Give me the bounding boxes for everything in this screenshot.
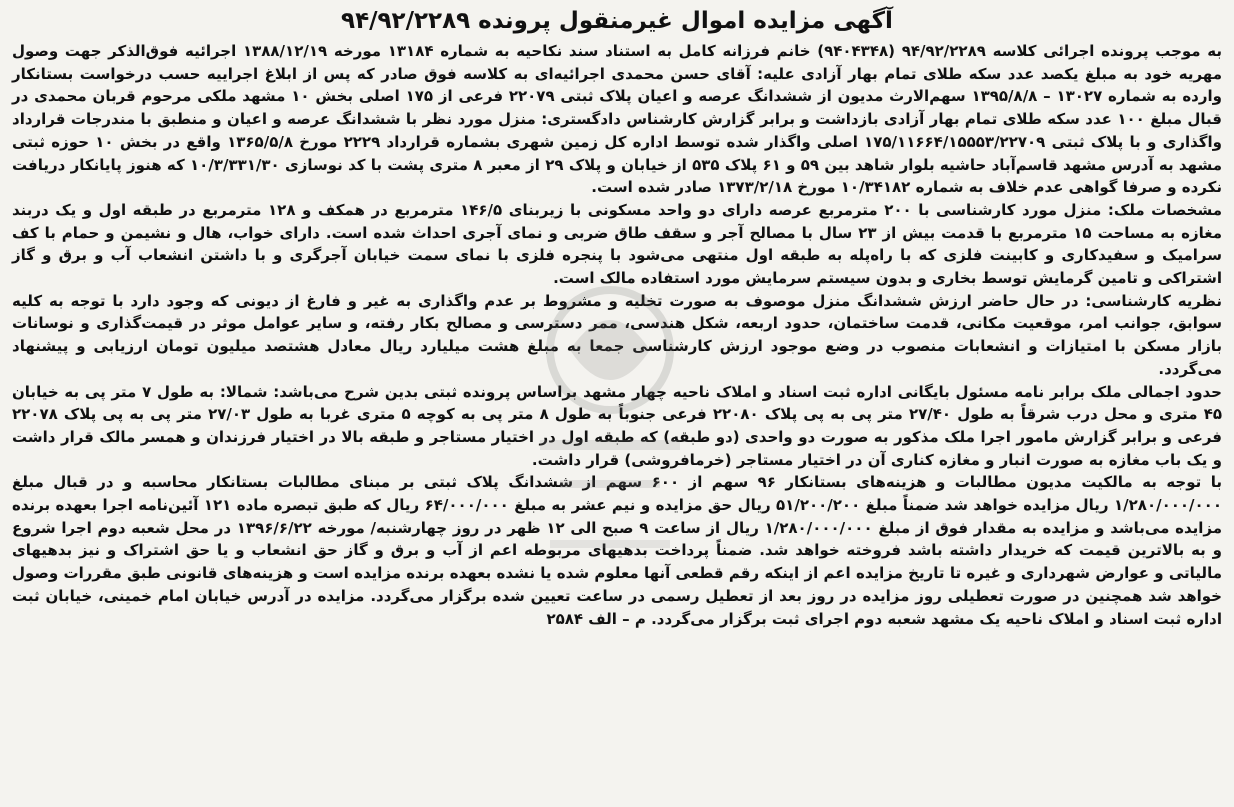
paragraph-case-intro: به موجب پرونده اجرائی کلاسه ۹۴/۹۲/۲۲۸۹ (۹۴۰۴۳۴۸) خانم فرزانه کامل به استناد سند نکاحیه به شماره ۱۳۱۸۴ مورخه ۱۳۸۸/۱۲/۱۹ اجرائیه فوق‌الذکر جهت وصول مهریه خود به مبلغ یکصد عدد سکه طلای تمام بهار آزادی علیه: آقای حسن محمدی اجرائیه‌ای به کلاسه فوق صادر که پس از ابلاغ اجراییه حسب درخواست بستانکار وارده به شماره ۱۳۰۲۷ – ۱۳۹۵/۸/۸ سهم‌الارث مدیون از ششدانگ عرصه و اعیان پلاک ثبتی ۲۲۰۷۹ فرعی از ۱۷۵ اصلی بخش ۱۰ مشهد ملکی مرحوم قربان محمدی در قبال مبلغ ۱۰۰ عدد سکه طلای تمام بهار آزادی بازداشت و برابر گزارش کارشناس دادگستری: منزل مورد نظر با ششدانگ عرصه و اعیان و منطبق با مندرجات قرارداد واگذاری و با پلاک ثبتی ۱۷۵/۱۱۶۶۴/۱۵۵۵۳/۲۲۷۰۹ اصلی واگذار شده توسط اداره کل زمین شهری بشماره قرارداد ۲۲۲۹ مورخ ۱۳۶۵/۵/۸ واقع در بخش ۱۰ حوزه ثبتی مشهد به آدرس مشهد قاسم‌آباد حاشیه بلوار شاهد بین ۵۹ و ۶۱ پلاک ۵۳۵ از خیابان و پلاک ۲۹ از معبر ۸ متری پشت با کد نوسازی ۱۰/۳/۳۳۱/۳۰ که هنوز پایانکار دریافت نکرده و صرفا گواهی عدم خلاف به شماره ۱۰/۳۴۱۸۲ مورخ ۱۳۷۳/۲/۱۸ صادر شده است. (12, 42, 1223, 197)
notice-body (12, 40, 1222, 630)
paragraph-property-specs: مشخصات ملک: منزل مورد کارشناسی با ۲۰۰ مترمربع عرصه دارای دو واحد مسکونی با زیربنای ۱۴۶/۵ مترمربع در همکف و ۱۲۸ مترمربع در طبقه اول و یک دربند مغازه به مساحت ۱۵ مترمربع با قدمت بیش از ۲۳ سال با مصالح آجر و سقف طاق ضربی و نمای آجری احداث شده است. دارای خواب، هال و نشیمن و حمام با کف سرامیک و سفیدکاری و کابینت فلزی که با راه‌پله به طبقه اول منتهی می‌شود با پنجره فلزی با نمای سمت خیابان آجرگری و با داشتن انشعاب آب و برق و گاز اشتراکی و تامین گرمایش توسط بخاری و بدون سیستم سرمایش مورد استفاده مالک است. (12, 200, 1223, 288)
paragraph-auction-terms: با توجه به مالکیت مدیون مطالبات و هزینه‌های بستانکار ۹۶ سهم از ۶۰۰ سهم از ششدانگ پلاک ثبتی بر مبنای مطالبات بستانکار محاسبه و در قبال مبلغ ۱/۲۸۰/۰۰۰/۰۰۰ ریال مزایده خواهد شد ضمناً مبلغ ۵۱/۲۰۰/۲۰۰ ریال حق مزایده و نیم عشر به مبلغ ۶۴/۰۰۰/۰۰۰ ریال که طبق تبصره ماده ۱۲۱ آئین‌نامه اجرا بعهده برنده مزایده می‌باشد و مزایده به مقدار فوق از مبلغ ۱/۲۸۰/۰۰۰/۰۰۰ ریال از ساعت ۹ صبح الی ۱۲ ظهر در روز چهارشنبه/ مورخه ۱۳۹۶/۶/۲۲ در محل شعبه دوم اجرا شروع و به بالاترین قیمت که خریدار داشته باشد فروخته خواهد شد. ضمناً پرداخت بدهیهای مربوطه اعم از آب و برق و گاز حق انشعاب و یا حق اشتراک و نیز بدهیهای مالیاتی و عوارض شهرداری و غیره تا تاریخ مزایده اعم از اینکه رقم قطعی آنها معلوم شده یا نشده بعهده برنده مزایده است و هزینه‌های قانونی طبق مقررات وصول خواهد شد همچنین در صورت تعطیلی روز مزایده در روز بعد از تعطیل رسمی در ساعت تعیین شده برگزار می‌گردد. مزایده در آدرس خیابان امام خمینی، خیابان ثبت اداره ثبت اسناد و املاک ناحیه یک مشهد شعبه دوم اجرای ثبت برگزار می‌گردد. م – الف ۲۵۸۴ (12, 473, 1223, 628)
paragraph-expert-opinion: نظریه کارشناسی: در حال حاضر ارزش ششدانگ منزل موصوف به صورت تخلیه و مشروط بر عدم واگذاری به غیر و فارغ از دیونی که وجود دارد با توجه به کلیه سوابق، جوانب امر، موقعیت مکانی، قدمت ساختمان، حدود اربعه، شکل هندسی، ممر دسترسی و مصالح بکار رفته، و سایر عوامل موثر در قیمت‌گذاری و نوسانات بازار مسکن با امتیازات و انشعابات منصوب در وضع موجود ارزش کارشناسی جمعا به مبلغ هشت میلیارد ریال معادل هشتصد میلیون تومان ارزیابی و پیشنهاد می‌گردد. (12, 291, 1222, 378)
paragraph-property-boundaries: حدود اجمالی ملک برابر نامه مسئول بایگانی اداره ثبت اسناد و املاک ناحیه چهار مشهد براساس پرونده ثبتی بدین شرح می‌باشد: شمالا: به طول ۷ متر پی به خیابان ۴۵ متری و محل درب شرقاً به طول ۲۷/۴۰ متر پی به پی پلاک ۲۲۰۸۰ فرعی جنوباً به طول ۸ متر پی به کوچه ۵ متری غربا به طول ۲۷/۰۳ متر پی به پی پلاک ۲۲۰۷۸ فرعی و برابر گزارش مامور اجرا ملک مذکور به صورت دو واحدی (دو طبقه) که طبقه اول در اختیار مستاجر و طبقه بالا در اختیار فرزندان و همسر مالک قرار داشت و یک باب مغازه به صورت انبار و مغازه کناری آن در اختیار مستاجر (خرمافروشی) قرار داشت. (12, 382, 1222, 469)
notice-title: آگهی مزایده اموال غیرمنقول پرونده ۹۴/۹۲/۲۲۸۹ (341, 8, 893, 34)
